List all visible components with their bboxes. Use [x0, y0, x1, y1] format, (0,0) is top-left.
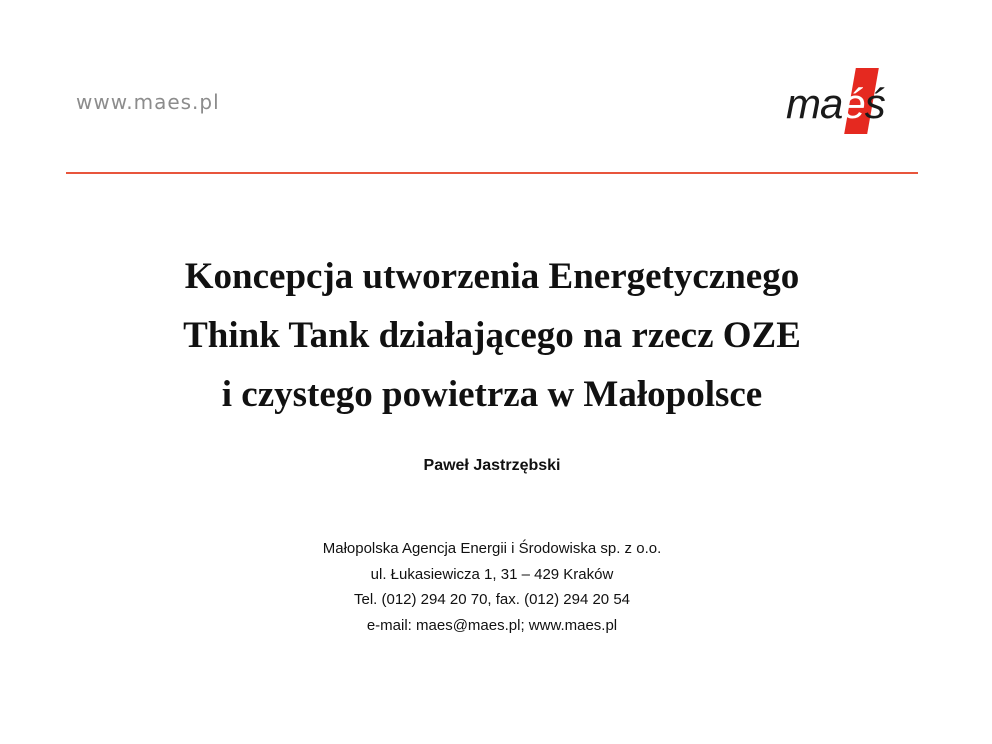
author-name: Paweł Jastrzębski: [423, 457, 561, 474]
logo-text-e: é: [842, 80, 865, 127]
header-url: www.maes.pl: [76, 90, 220, 114]
title-line-3: i czystego powietrza w Małopolsce: [221, 374, 763, 415]
maes-logo: [782, 66, 912, 136]
logo-text-suffix: ś: [864, 80, 885, 127]
contact-organization: Małopolska Agencja Energii i Środowiska sp. z o.o.: [322, 540, 662, 557]
contact-address: ul. Łukasiewicza 1, 31 – 429 Kraków: [370, 565, 614, 583]
header-divider: [66, 172, 918, 174]
contact-block: [66, 536, 918, 638]
slide-title: [66, 247, 918, 424]
contact-phone-fax: Tel. (012) 294 20 70, fax. (012) 294 20 54: [353, 591, 631, 608]
logo-text-prefix: ma: [786, 80, 843, 127]
title-line-2: Think Tank działającego na rzecz OZE: [183, 315, 801, 356]
contact-email-web: e-mail: maes@maes.pl; www.maes.pl: [366, 616, 618, 634]
logo-text: [786, 80, 885, 128]
title-line-1: Koncepcja utworzenia Energetycznego: [184, 256, 800, 297]
